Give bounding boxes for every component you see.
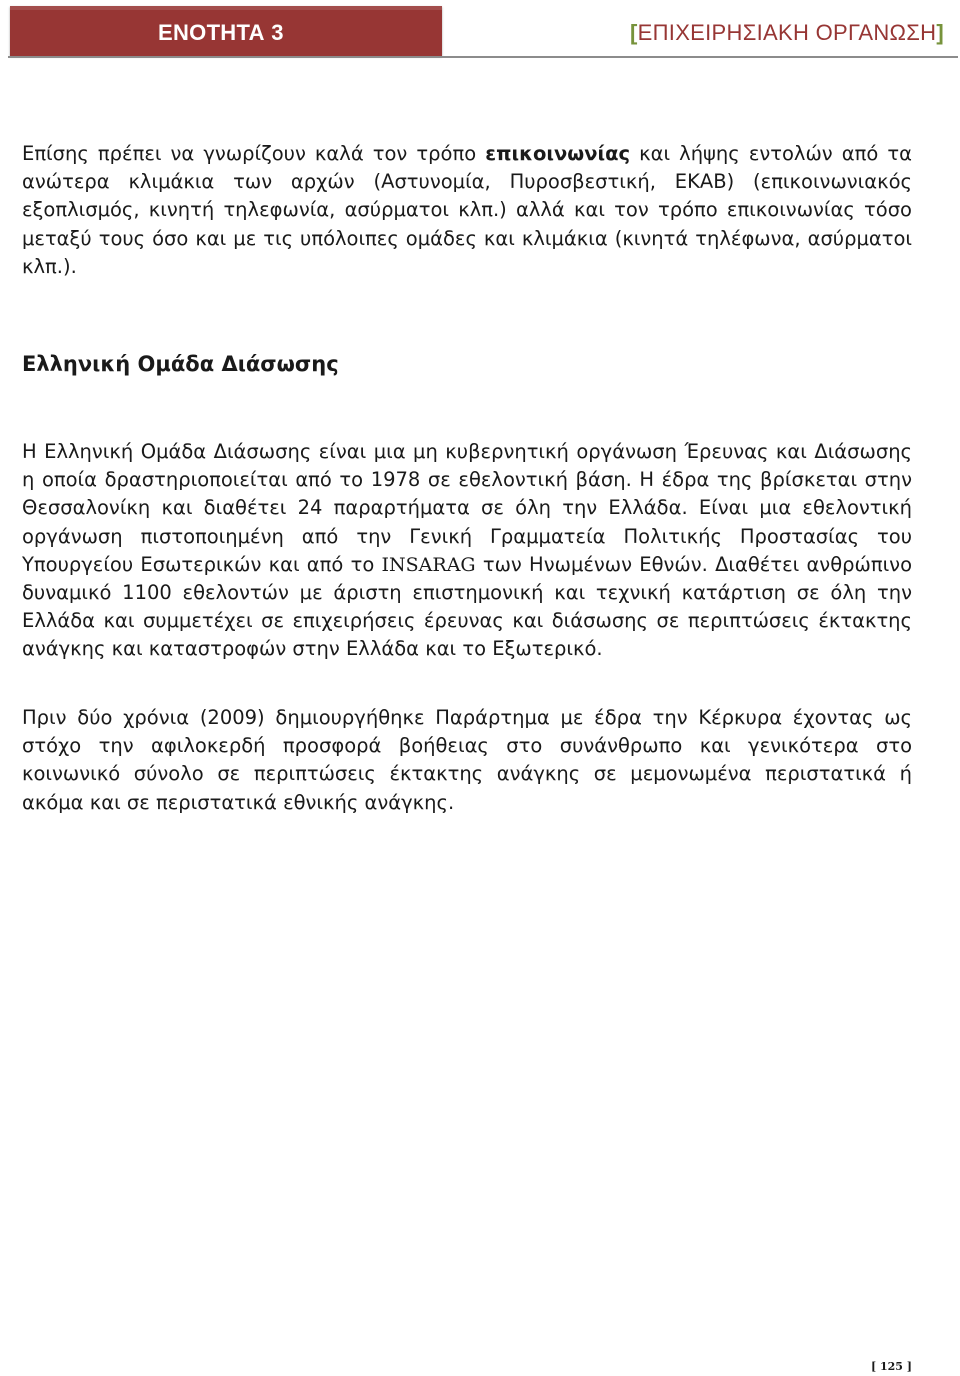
page-header	[8, 6, 958, 60]
p1-bold-term: επικοινωνίας	[485, 142, 631, 165]
p1-text-after: και λήψης εντολών από τα ανώτερα κλιμάκια των αρχών (Αστυνομία, Πυροσβεστική, ΕΚΑΒ) (επικοινωνιακός εξοπλισμός, κινητή τηλεφωνία, ασύρματοι κλπ.) αλλά και τον τρόπο επικοινωνίας τόσο μεταξύ τους όσο και με τις υπόλοιπες ομάδες και κλιμάκια (κινητά τηλέφωνα, ασύρματοι κλπ.).	[22, 142, 912, 278]
page-content	[22, 140, 913, 814]
bracket-close: ]	[936, 20, 944, 45]
paragraph-communication	[22, 140, 912, 281]
p2-acronym: INSARAG	[381, 553, 476, 576]
p2-text-before: Η Ελληνική Ομάδα Διάσωσης είναι μια μη κυβερνητική οργάνωση Έρευνας και Διάσωσης η οποία δραστηριοποιείται από το 1978 σε εθελοντική βάση. Η έδρα της βρίσκεται στην Θεσσαλονίκη και διαθέτει 24 παραρτήματα σε όλη την Ελλάδα. Είναι μια εθελοντική οργάνωση πιστοποιημένη από την Γενική Γραμματεία Πολιτικής Προστασίας του Υπουργείου Εσωτερικών και από το	[22, 440, 912, 576]
section-title-text: ΕΠΙΧΕΙΡΗΣΙΑΚΗ ΟΡΓΑΝΩΣΗ	[637, 20, 937, 45]
paragraph-branch: Πριν δύο χρόνια (2009) δημιουργήθηκε Παράρτημα με έδρα την Κέρκυρα έχοντας ως στόχο την αφιλοκερδή προσφορά βοήθειας στο συνάνθρωπο και γενικότερα στο κοινωνικό σύνολο σε περιπτώσεις έκτακτης ανάγκης σε μεμονωμένα περιστατικά ή ακόμα και σε περιστατικά εθνικής ανάγκης.	[22, 706, 912, 814]
page-number: [ 125 ]	[870, 1360, 912, 1373]
bracket-open: [	[629, 20, 638, 45]
p2-text-after: των Ηνωμένων Εθνών. Διαθέτει ανθρώπινο δυναμικό 1100 εθελοντών με άριστη επιστημονική και τεχνική κατάρτιση σε όλη την Ελλάδα και συμμετέχει σε επιχειρήσεις έρευνας και διάσωσης σε περιπτώσεις έκτακτης ανάγκης και καταστροφών στην Ελλάδα και το Εξωτερικό.	[22, 552, 913, 661]
subsection-heading: Ελληνική Ομάδα Διάσωσης	[22, 352, 339, 376]
header-rule	[8, 56, 958, 58]
section-label: ΕΝΟΤΗΤΑ 3	[158, 20, 284, 45]
section-title	[630, 20, 944, 46]
p1-text-before: Επίσης πρέπει να γνωρίζουν καλά τον τρόπο	[22, 142, 486, 165]
paragraph-organization	[22, 438, 912, 664]
